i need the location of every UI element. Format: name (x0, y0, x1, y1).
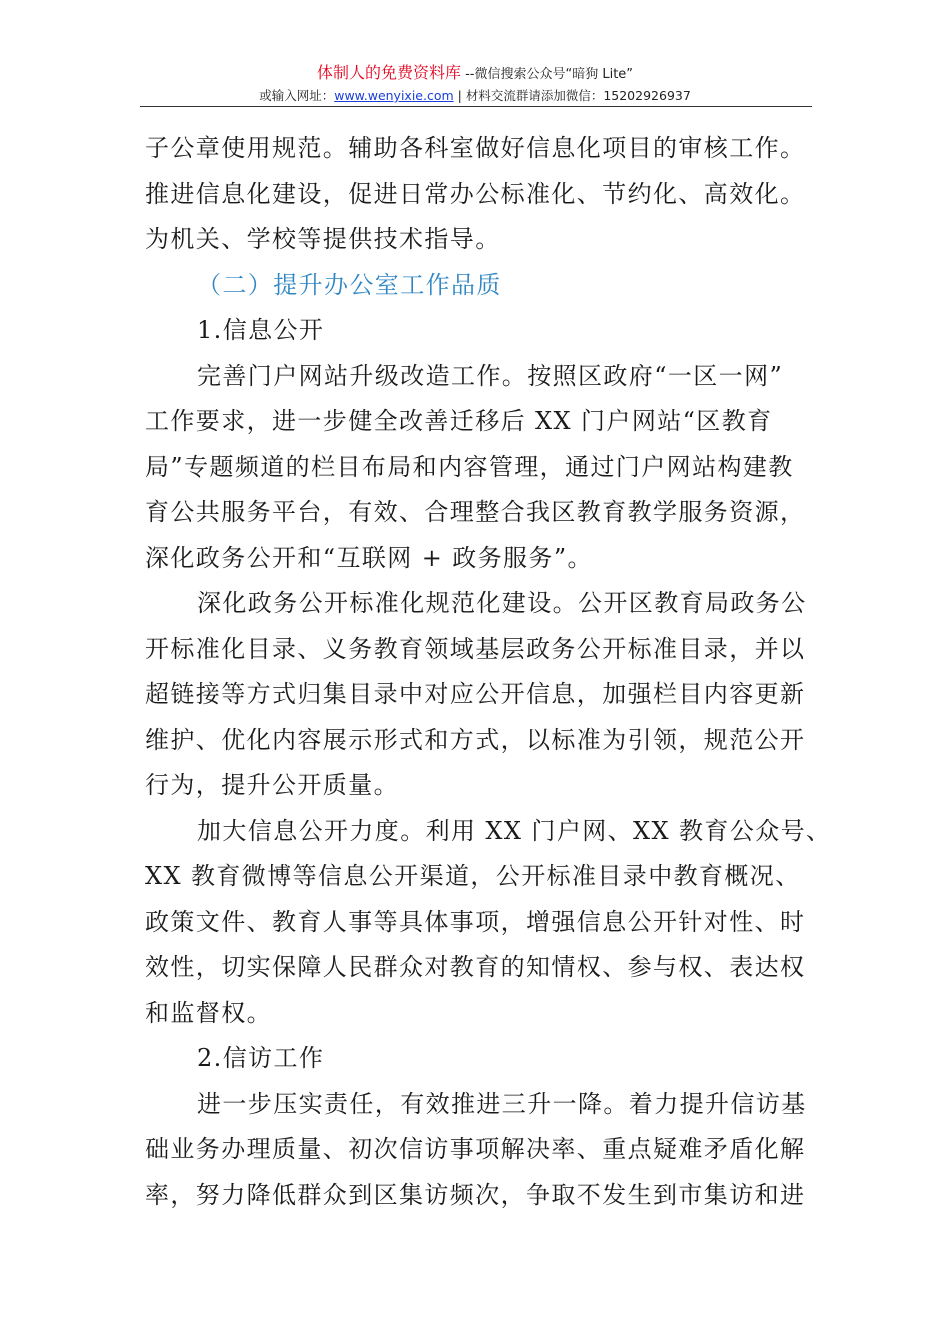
text-line: 加大信息公开力度。利用 XX 门户网、XX 教育公众号、 (197, 816, 832, 845)
brand-title: 体制人的免费资料库 (316, 63, 461, 82)
text-line: 维护、优化内容展示形式和方式，以标准为引领，规范公开 (145, 725, 806, 754)
text-line: 率，努力降低群众到区集访频次，争取不发生到市集访和进 (145, 1180, 806, 1209)
header-line-1 (0, 64, 950, 84)
text-line: 深化政务公开标准化规范化建设。公开区教育局政务公 (197, 589, 807, 617)
text-line: 超链接等方式归集目录中对应公开信息，加强栏目内容更新 (145, 680, 806, 708)
header-divider (140, 106, 812, 107)
url-prefix: 或输入网址： (259, 88, 335, 103)
text-line: 育公共服务平台，有效、合理整合我区教育教学服务资源， (145, 498, 806, 526)
text-line: 政策文件、教育人事等具体事项，增强信息公开针对性、时 (145, 907, 806, 936)
text-line: 效性，切实保障人民群众对教育的知情权、参与权、表达权 (145, 953, 806, 981)
text-line: 工作要求，进一步健全改善迁移后 XX 门户网站“区教育 (145, 407, 773, 435)
text-line: 局”专题频道的栏目布局和内容管理，通过门户网站构建教 (145, 452, 794, 481)
text-line: 开标准化目录、义务教育领域基层政务公开标准目录，并以 (145, 634, 806, 663)
text-line: 子公章使用规范。辅助各科室做好信息化项目的审核工作。 (145, 134, 806, 162)
text-line: 深化政务公开和“互联网 + 政务服务”。 (145, 543, 593, 572)
website-link[interactable]: www.wenyixie.com (334, 88, 454, 103)
text-line: 和监督权。 (145, 998, 272, 1027)
document-body (145, 126, 832, 1218)
wechat-contact: | 材料交流群请添加微信：15202926937 (453, 88, 691, 103)
text-line: 行为，提升公开质量。 (145, 771, 399, 799)
text-line: 推进信息化建设，促进日常办公标准化、节约化、高效化。 (145, 179, 806, 208)
text-line: XX 教育微博等信息公开渠道，公开标准目录中教育概况、 (145, 862, 801, 890)
header-line-2 (0, 87, 950, 105)
subsection-heading: 1.信息公开 (197, 316, 325, 344)
text-line: 为机关、学校等提供技术指导。 (145, 225, 501, 253)
text-line: 完善门户网站升级改造工作。按照区政府“一区一网” (197, 361, 784, 390)
subsection-heading: 2.信访工作 (197, 1044, 325, 1072)
text-line: 进一步压实责任，有效推进三升一降。着力提升信访基 (197, 1089, 807, 1118)
section-heading: （二）提升办公室工作品质 (197, 270, 502, 299)
header-tagline: --微信搜索公众号“暗狗 Lite” (465, 67, 634, 82)
text-line: 础业务办理质量、初次信访事项解决率、重点疑难矛盾化解 (145, 1135, 806, 1163)
page-header (0, 64, 950, 105)
